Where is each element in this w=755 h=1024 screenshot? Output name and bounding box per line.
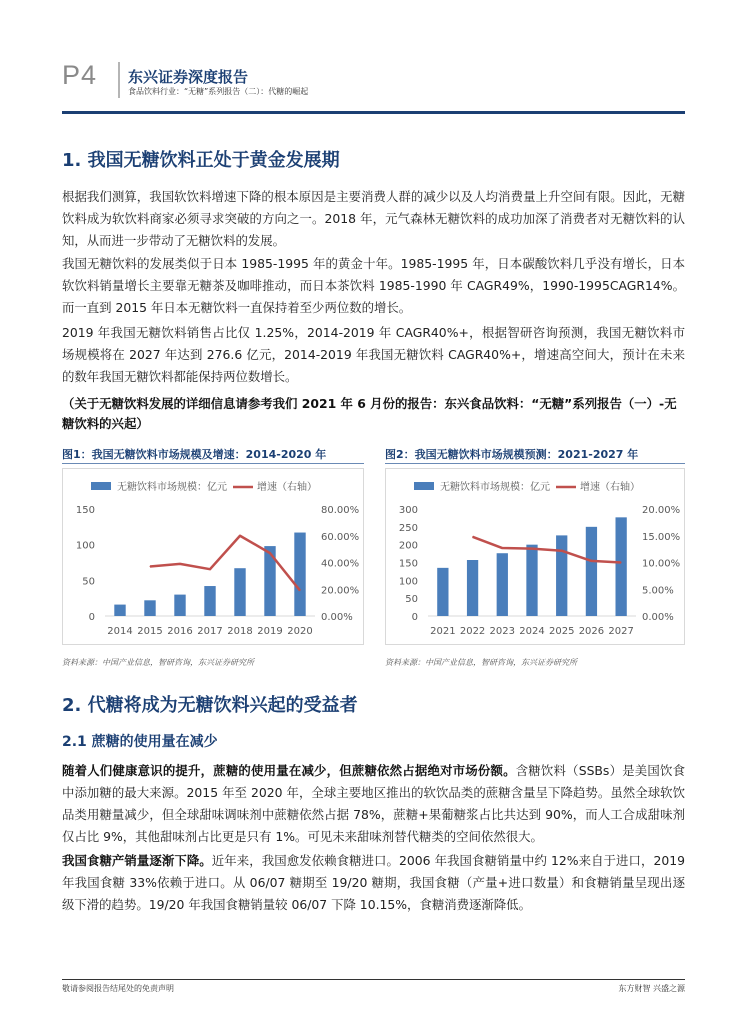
growth-point bbox=[210, 569, 211, 570]
y-tick-label: 100 bbox=[75, 540, 95, 552]
figure1-rule bbox=[62, 463, 364, 464]
legend-line-label: 增速（右轴） bbox=[257, 482, 317, 493]
y2-tick-label: 80.00% bbox=[321, 505, 360, 516]
legend-bar-label: 无糖饮料市场规模：亿元 bbox=[117, 482, 227, 493]
growth-point bbox=[561, 550, 562, 551]
section2-paragraph-1 bbox=[62, 760, 685, 848]
footer-rule bbox=[62, 979, 685, 980]
figure1-chart-svg bbox=[63, 469, 363, 644]
y-tick-label: 250 bbox=[398, 522, 418, 534]
growth-point bbox=[300, 590, 301, 591]
y2-tick-label: 10.00% bbox=[642, 558, 681, 570]
bar bbox=[526, 545, 537, 616]
growth-point bbox=[270, 553, 271, 554]
y2-tick-label: 5.00% bbox=[642, 585, 674, 597]
x-tick-label: 2025 bbox=[548, 626, 575, 637]
x-tick-label: 2022 bbox=[459, 626, 486, 637]
y-tick-label: 150 bbox=[75, 505, 95, 516]
growth-point bbox=[180, 563, 181, 564]
bar bbox=[234, 568, 245, 616]
y2-tick-label: 20.00% bbox=[642, 505, 681, 516]
growth-line bbox=[473, 537, 622, 563]
y2-tick-label: 40.00% bbox=[321, 558, 360, 570]
growth-point bbox=[591, 560, 592, 561]
growth-point bbox=[240, 535, 241, 536]
figure1-source: 资料来源：中国产业信息，智研咨询，东兴证券研究所 bbox=[62, 658, 254, 667]
section2-paragraph-1-body: 含糖饮料（SSBs）是美国饮食中添加糖的最大来源。2015 年至 2020 年，全球主要地区推出的软饮品类的蔗糖含量呈下降趋势。虽然全球软饮品类用糖量减少，但全球甜味调味剂中蔗糖依然占据 78%，蔗糖+果葡糖浆占比共达到 90%，而人工合成甜味剂仅占比 9%，其他甜味剂占比更是只有 1%。可见未来甜味剂替代糖类的空间依然很大。 bbox=[62, 763, 686, 844]
bar bbox=[437, 568, 448, 616]
growth-point bbox=[150, 566, 151, 567]
x-tick-label: 2023 bbox=[489, 626, 516, 637]
x-tick-label: 2017 bbox=[197, 626, 223, 637]
section1-paragraph-3: 2019 年我国无糖饮料销售占比仅 1.25%，2014-2019 年 CAGR40%+，根据智研咨询预测，我国无糖饮料市场规模将在 2027 年达到 276.6 亿元，2014-2019 年我国无糖饮料 CAGR40%+，增速高空间大，预计在未来的数年我国无糖饮料都能保持两位数增长。 bbox=[62, 325, 685, 384]
section1-paragraph-2: 我国无糖饮料的发展类似于日本 1985-1995 年的黄金十年。1985-1995 年，日本碳酸饮料几乎没有增长，日本软饮料销量增长主要靠无糖茶及咖啡推动，而日本茶饮料 1985-1990 年 CAGR49%，1990-1995CAGR14%。而一直到 2015 年日本无糖饮料一直保持着至少两位数的增长。 bbox=[62, 256, 685, 315]
footer-slogan: 东方财智 兴盛之源 bbox=[618, 984, 685, 993]
bar bbox=[174, 595, 185, 616]
growth-line bbox=[150, 536, 300, 591]
y-tick-label: 100 bbox=[398, 576, 418, 588]
x-tick-label: 2015 bbox=[137, 626, 163, 637]
growth-point bbox=[472, 536, 473, 537]
growth-point bbox=[621, 562, 622, 563]
bar bbox=[497, 553, 508, 616]
y2-tick-label: 60.00% bbox=[321, 531, 360, 543]
y2-tick-label: 0.00% bbox=[642, 612, 674, 623]
legend-bar-label: 无糖饮料市场规模：亿元 bbox=[440, 482, 550, 493]
legend-line-label: 增速（右轴） bbox=[580, 482, 640, 493]
x-tick-label: 2020 bbox=[287, 626, 313, 637]
bar bbox=[144, 600, 155, 616]
y2-tick-label: 15.00% bbox=[642, 531, 681, 543]
y-tick-label: 0 bbox=[88, 612, 95, 623]
legend-bar-swatch bbox=[414, 482, 434, 490]
section2-paragraph-1-lead: 随着人们健康意识的提升，蔗糖的使用量在减少，但蔗糖依然占据绝对市场份额。 bbox=[62, 763, 516, 778]
x-tick-label: 2016 bbox=[167, 626, 193, 637]
x-tick-label: 2021 bbox=[430, 626, 456, 637]
bar bbox=[556, 535, 567, 616]
section2-paragraph-2-lead: 我国食糖产销量逐渐下降。 bbox=[62, 853, 212, 868]
section2-paragraph-2 bbox=[62, 850, 685, 916]
y-tick-label: 0 bbox=[411, 612, 418, 623]
section2-title: 2. 代糖将成为无糖饮料兴起的受益者 bbox=[62, 695, 358, 716]
legend-bar-swatch bbox=[91, 482, 111, 490]
growth-point bbox=[532, 548, 533, 549]
x-tick-label: 2026 bbox=[578, 626, 605, 637]
bar bbox=[114, 605, 125, 616]
figure2-title: 图2：我国无糖饮料市场规模预测：2021-2027 年 bbox=[385, 448, 639, 461]
y-tick-label: 300 bbox=[398, 505, 418, 516]
figure1-title: 图1：我国无糖饮料市场规模及增速：2014-2020 年 bbox=[62, 448, 327, 461]
bar bbox=[294, 533, 305, 616]
section1-reference-note: （关于无糖饮料发展的详细信息请参考我们 2021 年 6 月份的报告：东兴食品饮料：“无糖”系列报告（一）-无糖饮料的兴起） bbox=[62, 396, 677, 431]
section2-1-subtitle: 2.1 蔗糖的使用量在减少 bbox=[62, 734, 218, 750]
figure1-chart bbox=[62, 468, 364, 645]
x-tick-label: 2014 bbox=[107, 626, 133, 637]
bar bbox=[204, 586, 215, 616]
bar bbox=[586, 527, 597, 616]
x-tick-label: 2019 bbox=[257, 626, 283, 637]
brand-title: 东兴证券深度报告 bbox=[128, 68, 249, 86]
figure2-source: 资料来源：中国产业信息，智研咨询，东兴证券研究所 bbox=[385, 658, 577, 667]
y2-tick-label: 20.00% bbox=[321, 585, 360, 597]
x-tick-label: 2018 bbox=[227, 626, 253, 637]
figure2-chart bbox=[385, 468, 685, 645]
figure2-rule bbox=[385, 463, 685, 464]
y-tick-label: 50 bbox=[405, 594, 418, 606]
header-divider bbox=[118, 62, 120, 98]
bar bbox=[615, 517, 626, 616]
y2-tick-label: 0.00% bbox=[321, 612, 353, 623]
section2-paragraph-2-body: 近年来，我国愈发依赖食糖进口。2006 年我国食糖销量中约 12%来自于进口，2019 年我国食糖 33%依赖于进口。从 06/07 糖期至 19/20 糖期，我国食糖（产量+进口数量）和食糖销量呈现出逐级下滑的趋势。19/20 年我国食糖销量较 06/07 下降 10.15%，食糖消费逐渐降低。 bbox=[62, 853, 686, 912]
growth-point bbox=[502, 548, 503, 549]
report-subtitle: 食品饮料行业：“无糖”系列报告（二）：代糖的崛起 bbox=[128, 87, 309, 96]
section1-title: 1. 我国无糖饮料正处于黄金发展期 bbox=[62, 150, 340, 171]
footer-disclaimer: 敬请参阅报告结尾处的免责声明 bbox=[62, 984, 174, 993]
y-tick-label: 150 bbox=[398, 558, 418, 570]
page-number: P4 bbox=[62, 60, 98, 90]
figure2-chart-svg bbox=[386, 469, 684, 644]
x-tick-label: 2027 bbox=[608, 626, 634, 637]
bar bbox=[467, 560, 478, 616]
section1-paragraph-1: 根据我们测算，我国软饮料增速下降的根本原因是主要消费人群的减少以及人均消费量上升空间有限。因此，无糖饮料成为软饮料商家必须寻求突破的方向之一。2018 年，元气森林无糖饮料的成功加深了消费者对无糖饮料的认知，从而进一步带动了无糖饮料的发展。 bbox=[62, 189, 685, 248]
y-tick-label: 50 bbox=[82, 576, 95, 588]
x-tick-label: 2024 bbox=[519, 626, 545, 637]
y-tick-label: 200 bbox=[398, 540, 418, 552]
header-rule bbox=[62, 111, 685, 114]
